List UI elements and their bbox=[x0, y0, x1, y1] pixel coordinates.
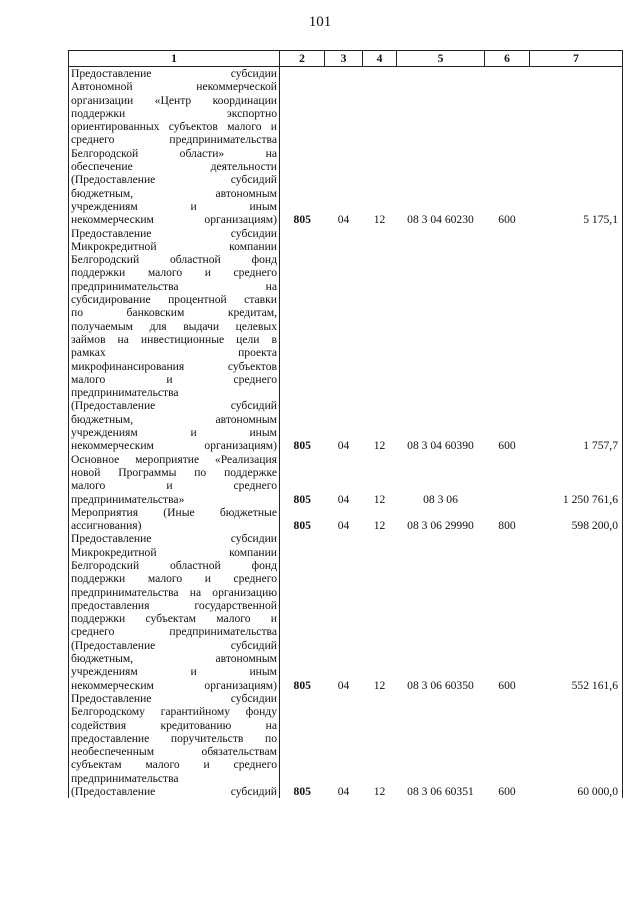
description-line: организации «Центр координации bbox=[71, 93, 277, 107]
description-line: предоставление поручительств по bbox=[71, 731, 277, 745]
description-line: Микрокредитной компании bbox=[71, 239, 277, 253]
header-row bbox=[69, 51, 623, 67]
description-line: субъектам малого и среднего bbox=[71, 758, 277, 772]
subsection-code: 12 bbox=[373, 678, 386, 692]
subsection-code: 12 bbox=[373, 519, 386, 533]
expense-type-code: 600 bbox=[498, 785, 516, 799]
table-row bbox=[69, 532, 623, 692]
amount: 598 200,0 bbox=[530, 506, 623, 533]
amount: 552 161,6 bbox=[530, 532, 623, 692]
expense-type-code: 600 bbox=[498, 439, 516, 453]
description-line: Предоставление субсидии bbox=[71, 67, 277, 80]
description-line: субсидирование процентной ставки bbox=[71, 293, 277, 307]
expense-type-code: 600 bbox=[498, 213, 516, 227]
description-line: учреждениям и иным bbox=[71, 426, 277, 440]
table-row bbox=[69, 227, 623, 453]
description-line: малого и среднего bbox=[71, 479, 277, 493]
description-line: малого и среднего bbox=[71, 372, 277, 386]
description-line: некоммерческим организациям) bbox=[71, 439, 277, 453]
description-line: необеспеченным обязательствам bbox=[71, 745, 277, 759]
admin-code: 805 bbox=[293, 519, 311, 533]
row-description bbox=[69, 67, 280, 227]
description-line: Микрокредитной компании bbox=[71, 545, 277, 559]
description-line: рамках проекта bbox=[71, 346, 277, 360]
admin-code: 805 bbox=[293, 492, 311, 506]
description-line: Белгородскому гарантийному фонду bbox=[71, 705, 277, 719]
description-line: бюджетным, автономным bbox=[71, 652, 277, 666]
section-code: 04 bbox=[337, 785, 350, 799]
amount: 1 250 761,6 bbox=[530, 453, 623, 506]
row-description bbox=[69, 692, 280, 798]
admin-code: 805 bbox=[293, 213, 311, 227]
expense-type-code bbox=[485, 453, 530, 506]
subsection-code: 12 bbox=[373, 785, 386, 799]
header-col-6: 6 bbox=[485, 51, 530, 67]
description-line: содействия кредитованию на bbox=[71, 718, 277, 732]
description-line: Предоставление субсидии bbox=[71, 226, 277, 240]
description-line: некоммерческим организациям) bbox=[71, 678, 277, 692]
description-line: Белгородский областной фонд bbox=[71, 558, 277, 572]
page-number: 101 bbox=[308, 14, 332, 30]
section-code: 04 bbox=[337, 439, 350, 453]
description-line: Автономной некоммерческой bbox=[71, 80, 277, 94]
description-line: ассигнования) bbox=[71, 519, 142, 533]
amount: 1 757,7 bbox=[530, 227, 623, 453]
description-line: Белгородской области» на bbox=[71, 146, 277, 160]
header-col-1: 1 bbox=[69, 51, 280, 67]
budget-table bbox=[68, 50, 623, 798]
table-row bbox=[69, 67, 623, 227]
description-line: среднего предпринимательства bbox=[71, 133, 277, 147]
description-line: бюджетным, автономным bbox=[71, 412, 277, 426]
description-line: поддержки малого и среднего bbox=[71, 266, 277, 280]
description-line: микрофинансирования субъектов bbox=[71, 359, 277, 373]
description-line: Основное мероприятие «Реализация bbox=[71, 452, 277, 466]
description-line: (Предоставление субсидий bbox=[71, 638, 277, 652]
subsection-code: 12 bbox=[373, 213, 386, 227]
section-code: 04 bbox=[337, 519, 350, 533]
table-row bbox=[69, 506, 623, 533]
row-description bbox=[69, 506, 280, 533]
description-line: займов на инвестиционные цели в bbox=[71, 332, 277, 346]
description-line: поддержки субъектам малого и bbox=[71, 612, 277, 626]
description-line: учреждениям и иным bbox=[71, 665, 277, 679]
description-line: предпринимательства на организацию bbox=[71, 585, 277, 599]
description-line: получаемым для выдачи целевых bbox=[71, 319, 277, 333]
description-line: по банковским кредитам, bbox=[71, 306, 277, 320]
row-description bbox=[69, 532, 280, 692]
expense-type-code: 600 bbox=[498, 678, 516, 692]
description-line: обеспечение деятельности bbox=[71, 160, 277, 174]
subsection-code: 12 bbox=[373, 492, 386, 506]
target-article-code: 08 3 06 60351 bbox=[407, 785, 474, 799]
description-line: Предоставление субсидии bbox=[71, 691, 277, 705]
description-line: предпринимательства bbox=[71, 386, 179, 400]
header-col-5: 5 bbox=[397, 51, 485, 67]
description-line: предоставления государственной bbox=[71, 598, 277, 612]
admin-code: 805 bbox=[293, 785, 311, 799]
amount: 5 175,1 bbox=[530, 67, 623, 227]
admin-code: 805 bbox=[293, 439, 311, 453]
admin-code: 805 bbox=[293, 678, 311, 692]
section-code: 04 bbox=[337, 678, 350, 692]
section-code: 04 bbox=[337, 492, 350, 506]
description-line: среднего предпринимательства bbox=[71, 625, 277, 639]
description-line: Предоставление субсидии bbox=[71, 532, 277, 546]
header-col-2: 2 bbox=[280, 51, 325, 67]
table-row bbox=[69, 453, 623, 506]
description-line: учреждениям и иным bbox=[71, 199, 277, 213]
description-line: (Предоставление субсидий bbox=[71, 173, 277, 187]
target-article-code: 08 3 06 29990 bbox=[407, 519, 474, 533]
description-line: предпринимательства на bbox=[71, 279, 277, 293]
header-col-7: 7 bbox=[530, 51, 623, 67]
table-row bbox=[69, 692, 623, 798]
description-line: Белгородский областной фонд bbox=[71, 253, 277, 267]
row-description bbox=[69, 453, 280, 506]
description-line: новой Программы по поддержке bbox=[71, 465, 277, 479]
description-line: бюджетным, автономным bbox=[71, 186, 277, 200]
target-article-code: 08 3 06 bbox=[423, 492, 458, 506]
description-line: (Предоставление субсидий bbox=[71, 785, 277, 799]
header-col-4: 4 bbox=[363, 51, 397, 67]
description-line: предпринимательства bbox=[71, 771, 179, 785]
target-article-code: 08 3 04 60390 bbox=[407, 439, 474, 453]
target-article-code: 08 3 04 60230 bbox=[407, 213, 474, 227]
description-line: ориентированных субъектов малого и bbox=[71, 120, 277, 134]
description-line: (Предоставление субсидий bbox=[71, 399, 277, 413]
description-line: поддержки малого и среднего bbox=[71, 572, 277, 586]
description-line: поддержки экспортно bbox=[71, 106, 277, 120]
row-description bbox=[69, 227, 280, 453]
subsection-code: 12 bbox=[373, 439, 386, 453]
description-line: Мероприятия (Иные бюджетные bbox=[71, 505, 277, 519]
target-article-code: 08 3 06 60350 bbox=[407, 678, 474, 692]
amount: 60 000,0 bbox=[530, 692, 623, 798]
header-col-3: 3 bbox=[325, 51, 363, 67]
section-code: 04 bbox=[337, 213, 350, 227]
description-line: некоммерческим организациям) bbox=[71, 213, 277, 227]
description-line: предпринимательства» bbox=[71, 492, 185, 506]
expense-type-code: 800 bbox=[498, 519, 516, 533]
